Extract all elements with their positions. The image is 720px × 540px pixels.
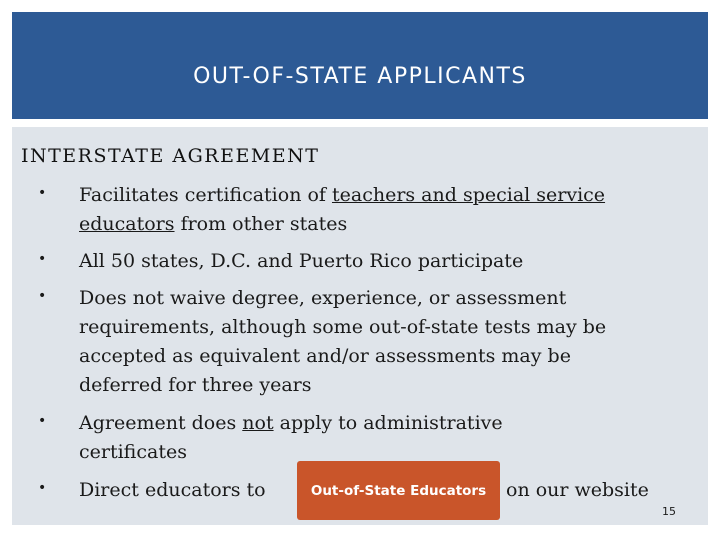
list-item bbox=[79, 284, 699, 400]
list-item bbox=[79, 409, 699, 467]
item-text: certificates bbox=[79, 441, 187, 463]
item-text: from other states bbox=[174, 213, 348, 235]
item-text: Direct educators to bbox=[79, 479, 266, 501]
item-text: All 50 states, D.C. and Puerto Rico participate bbox=[79, 250, 524, 272]
item-text: deferred for three years bbox=[79, 374, 312, 396]
list-item bbox=[79, 181, 699, 239]
item-text: on our website bbox=[506, 479, 649, 501]
bullet-icon: • bbox=[38, 413, 47, 429]
title-banner bbox=[12, 12, 708, 119]
item-text: accepted as equivalent and/or assessments may be bbox=[79, 345, 571, 367]
emphasis-text: not bbox=[242, 412, 274, 434]
bullet-icon: • bbox=[38, 288, 47, 304]
item-text: Does not waive degree, experience, or assessment bbox=[79, 287, 567, 309]
content-panel bbox=[12, 127, 708, 525]
button-label: Out-of-State Educators bbox=[310, 482, 487, 499]
slide-title: OUT-OF-STATE APPLICANTS bbox=[193, 64, 527, 89]
bullet-icon: • bbox=[38, 480, 47, 496]
underlined-text: educators bbox=[79, 213, 175, 235]
item-text: Agreement does bbox=[79, 412, 243, 434]
item-text: apply to administrative bbox=[273, 412, 503, 434]
bullet-icon: • bbox=[38, 251, 47, 267]
bullet-icon: • bbox=[38, 185, 47, 201]
list-item bbox=[79, 476, 266, 505]
list-item bbox=[79, 247, 699, 276]
item-text: requirements, although some out-of-state tests may be bbox=[79, 316, 607, 338]
underlined-text: teachers and special service bbox=[331, 184, 606, 206]
out-of-state-educators-button[interactable] bbox=[297, 461, 500, 520]
list-item-suffix bbox=[506, 476, 649, 505]
item-text: Facilitates certification of bbox=[79, 184, 332, 206]
page-number: 15 bbox=[662, 505, 676, 518]
section-heading: INTERSTATE AGREEMENT bbox=[21, 145, 320, 167]
